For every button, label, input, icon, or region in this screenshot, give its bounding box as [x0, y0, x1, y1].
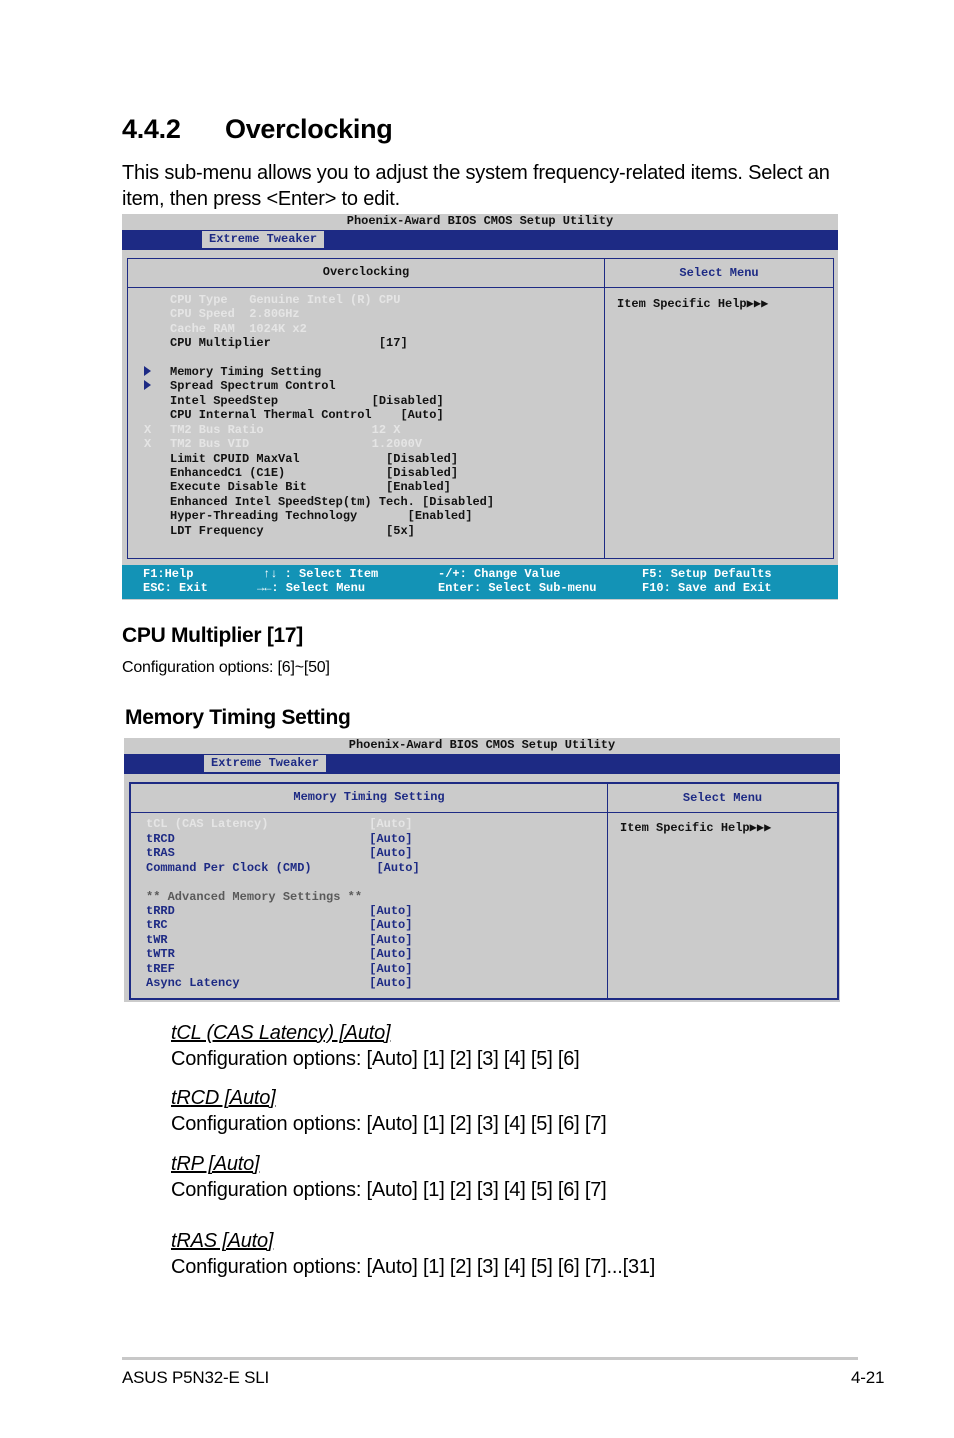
submenu-arrow-icon: [144, 366, 151, 376]
cpu-multiplier-row[interactable]: CPU Multiplier [17]: [170, 336, 408, 350]
tcl-option-desc: Configuration options: [Auto] [1] [2] [3] [4] [5] [6]: [171, 1048, 580, 1070]
footer-rule: [122, 1357, 858, 1360]
cpu-speed-row: CPU Speed 2.80GHz: [170, 307, 300, 321]
key-f1-help: F1:Help: [143, 567, 194, 581]
intel-speedstep-row[interactable]: Intel SpeedStep [Disabled]: [170, 394, 444, 408]
execute-disable-row[interactable]: Execute Disable Bit [Enabled]: [170, 480, 451, 494]
bios-title: Phoenix-Award BIOS CMOS Setup Utility: [348, 738, 616, 752]
spread-spectrum-row[interactable]: Spread Spectrum Control: [170, 379, 336, 393]
key-save-exit: F10: Save and Exit: [642, 581, 772, 595]
tref-row[interactable]: tREF [Auto]: [146, 962, 413, 976]
trc-row[interactable]: tRC [Auto]: [146, 918, 413, 932]
advanced-memory-settings-label: ** Advanced Memory Settings **: [146, 890, 363, 904]
disabled-x-icon: X: [144, 437, 152, 451]
disabled-x-icon: X: [144, 423, 152, 437]
bios-title: Phoenix-Award BIOS CMOS Setup Utility: [346, 214, 614, 228]
item-specific-help: Item Specific Help▶▶▶: [620, 821, 772, 835]
hyper-threading-row[interactable]: Hyper-Threading Technology [Enabled]: [170, 509, 473, 523]
section-title: Overclocking: [225, 114, 393, 144]
header-separator: [131, 812, 837, 813]
bios-key-legend: [122, 565, 838, 599]
cpu-type-row: CPU Type Genuine Intel (R) CPU: [170, 293, 401, 307]
twr-row[interactable]: tWR [Auto]: [146, 933, 413, 947]
tm2-bus-vid-row: TM2 Bus VID 1.2000V: [170, 437, 423, 451]
limit-cpuid-row[interactable]: Limit CPUID MaxVal [Disabled]: [170, 452, 459, 466]
left-panel-header: Memory Timing Setting: [293, 790, 445, 804]
memory-timing-heading: Memory Timing Setting: [125, 706, 351, 729]
tras-option-title: tRAS [Auto]: [171, 1230, 274, 1252]
trcd-option-desc: Configuration options: [Auto] [1] [2] [3] [4] [5] [6] [7]: [171, 1113, 607, 1135]
tras-option-desc: Configuration options: [Auto] [1] [2] [3] [4] [5] [6] [7]...[31]: [171, 1256, 656, 1278]
enhanced-c1-row[interactable]: EnhancedC1 (C1E) [Disabled]: [170, 466, 459, 480]
twtr-row[interactable]: tWTR [Auto]: [146, 947, 413, 961]
key-setup-defaults: F5: Setup Defaults: [642, 567, 772, 581]
tab-extreme-tweaker[interactable]: Extreme Tweaker: [202, 231, 324, 248]
bios-menubar: [124, 754, 840, 774]
footer-page-number: 4-21: [851, 1368, 885, 1387]
submenu-arrow-icon: [144, 380, 151, 390]
section-heading: [122, 114, 392, 145]
bios-screen-overclocking: [122, 214, 838, 600]
tab-extreme-tweaker[interactable]: Extreme Tweaker: [204, 755, 326, 772]
tcl-row[interactable]: tCL (CAS Latency) [Auto]: [146, 817, 413, 831]
trp-option-desc: Configuration options: [Auto] [1] [2] [3] [4] [5] [6] [7]: [171, 1179, 607, 1201]
item-specific-help: Item Specific Help▶▶▶: [617, 297, 769, 311]
key-select-submenu: Enter: Select Sub-menu: [438, 581, 597, 595]
header-separator: [128, 287, 833, 288]
right-panel-header: Select Menu: [682, 791, 763, 805]
cpu-multiplier-options: Configuration options: [6]~[50]: [122, 659, 330, 676]
trcd-row[interactable]: tRCD [Auto]: [146, 832, 413, 846]
intro-paragraph: This sub-menu allows you to adjust the system frequency-related items. Select an item, then press <Enter> to edit.: [122, 162, 830, 210]
bios-menubar: [122, 230, 838, 250]
enhanced-speedstep-row[interactable]: Enhanced Intel SpeedStep(tm) Tech. [Disabled]: [170, 495, 495, 509]
key-change-value: -/+: Change Value: [438, 567, 561, 581]
trp-option-title: tRP [Auto]: [171, 1153, 260, 1175]
cpu-thermal-control-row[interactable]: CPU Internal Thermal Control [Auto]: [170, 408, 444, 422]
tcl-option-title: tCL (CAS Latency) [Auto]: [171, 1022, 391, 1044]
left-panel-header: Overclocking: [322, 265, 410, 279]
ldt-frequency-row[interactable]: LDT Frequency [5x]: [170, 524, 415, 538]
async-latency-row[interactable]: Async Latency [Auto]: [146, 976, 413, 990]
section-number: 4.4.2: [122, 114, 181, 144]
cpu-multiplier-heading: CPU Multiplier [17]: [122, 624, 303, 647]
key-select-item: ↑↓ : Select Item: [263, 567, 379, 581]
right-panel-header: Select Menu: [679, 266, 759, 280]
key-esc-exit: ESC: Exit: [143, 581, 208, 595]
key-select-menu: →←: Select Menu: [257, 581, 366, 595]
trrd-row[interactable]: tRRD [Auto]: [146, 904, 413, 918]
cmd-row[interactable]: Command Per Clock (CMD) [Auto]: [146, 861, 420, 875]
cache-ram-row: Cache RAM 1024K x2: [170, 322, 307, 336]
memory-timing-setting-row[interactable]: Memory Timing Setting: [170, 365, 322, 379]
tras-row[interactable]: tRAS [Auto]: [146, 846, 413, 860]
bios-screen-memory-timing: [124, 738, 840, 1002]
trcd-option-title: tRCD [Auto]: [171, 1087, 276, 1109]
footer-product-name: ASUS P5N32-E SLI: [122, 1368, 270, 1387]
tm2-bus-ratio-row: TM2 Bus Ratio 12 X: [170, 423, 401, 437]
